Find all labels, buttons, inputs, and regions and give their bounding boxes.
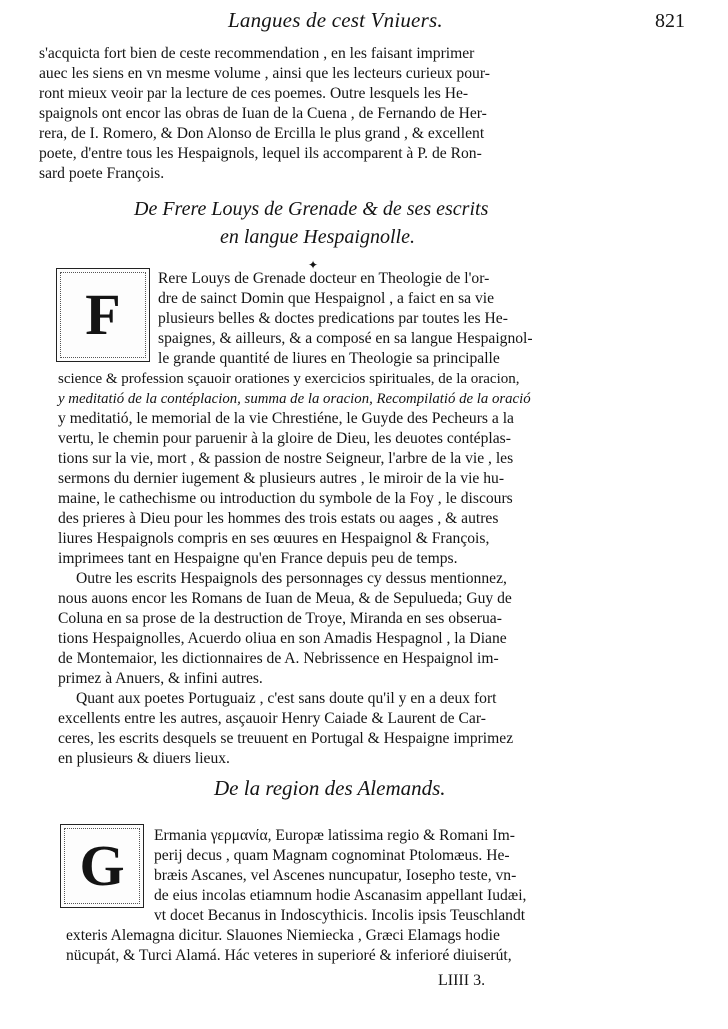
page-number: 821: [655, 10, 685, 32]
text-line: Outre les escrits Hespaignols des personnages cy dessus mentionnez,: [76, 570, 507, 587]
running-title: Langues de cest Vniuers.: [228, 8, 443, 32]
text-line: vt docet Becanus in Indoscythicis. Incolis ipsis Teuschlandt: [154, 907, 526, 924]
text-line: excellents entre les autres, asçauoir Henry Caiade & Laurent de Car-: [58, 710, 486, 727]
decorated-initial-g: G: [60, 824, 144, 908]
text-line: dre de sainct Domin que Hespaignol , a faict en sa vie: [158, 290, 495, 307]
ornament-icon: ✦: [308, 258, 319, 272]
text-line: primez à Anuers, & infini autres.: [58, 670, 263, 687]
text-line: imprimees tant en Hespaigne qu'en France depuis peu de temps.: [58, 550, 458, 567]
text-line: ront mieux veoir par la lecture de ces poemes. Outre lesquels les He-: [39, 85, 469, 102]
text-line: sermons du dernier iugement & plusieurs autres , le miroir de la vie hu-: [58, 470, 505, 487]
decorated-initial-f: F: [56, 268, 150, 362]
text-line: en plusieurs & diuers lieux.: [58, 750, 230, 767]
text-line: spaignes, & ailleurs, & a composé en sa langue Hespaignol-: [158, 330, 533, 347]
text-line: Rere Louys de Grenade docteur en Theologie de l'or-: [158, 270, 490, 287]
text-line: exteris Alemagna dicitur. Slauones Niemiecka , Græci Elamags hodie: [66, 927, 500, 944]
text-line: Quant aux poetes Portuguaiz , c'est sans doute qu'il y en a deux fort: [76, 690, 497, 707]
text-line: ceres, les escrits desquels se treuuent en Portugal & Hespaigne imprimez: [58, 730, 514, 747]
text-line: nücupát, & Turci Alamá. Hác veteres in superioré & inferioré diuiserút,: [66, 947, 512, 964]
text-line: de eius incolas etiamnum hodie Ascanasim appellant Iudæi,: [154, 887, 527, 904]
text-line: Ermania γερμανία, Europæ latissima regio & Romani Im-: [154, 827, 515, 844]
text-line: plusieurs belles & doctes predications par toutes les He-: [158, 310, 508, 327]
text-line: nous auons encor les Romans de Iuan de Meua, & de Sepulueda; Guy de: [58, 590, 512, 607]
section-heading-alemands: De la region des Alemands.: [214, 776, 446, 800]
text-line: y meditatió de la contéplacion, summa de la oracion, Recompilatió de la oració: [58, 391, 531, 407]
text-line: vertu, le chemin pour paruenir à la gloire de Dieu, les deuotes contéplas-: [58, 430, 511, 447]
text-line: auec les siens en vn mesme volume , ainsi que les lecteurs curieux pour-: [39, 65, 490, 82]
text-line: tions sur la vie, mort , & passion de nostre Seigneur, l'arbre de la vie , les: [58, 450, 514, 467]
text-line: spaignols ont encor las obras de Iuan de la Cuena , de Fernando de Her-: [39, 105, 487, 122]
section-heading-grenade: De Frere Louys de Grenade & de ses escrits: [134, 198, 489, 220]
text-line: rera, de I. Romero, & Don Alonso de Ercilla le plus grand , & excellent: [39, 125, 485, 142]
text-line: s'acquicta fort bien de ceste recommendation , en les faisant imprimer: [39, 45, 475, 62]
text-line: bræis Ascanes, vel Ascenes nuncupatur, Iosepho teste, vn-: [154, 867, 517, 884]
text-line: le grande quantité de liures en Theologie sa principalle: [158, 350, 500, 367]
text-line: Coluna en sa prose de la destruction de Troye, Miranda en ses obserua-: [58, 610, 502, 627]
text-line: poete, d'entre tous les Hespaignols, lequel ils accomparent à P. de Ron-: [39, 145, 482, 162]
text-line: de Montemaior, les dictionnaires de A. Nebrissence en Hespaignol im-: [58, 650, 499, 667]
signature-mark: LIIII 3.: [438, 972, 486, 989]
text-line: perij decus , quam Magnam cognominat Ptolomæus. He-: [154, 847, 510, 864]
text-line: y meditatió, le memorial de la vie Chrestiéne, le Guyde des Pecheurs a la: [58, 410, 514, 427]
text-line: liures Hespaignols compris en ses œuures en Hespaignol & François,: [58, 530, 490, 547]
text-line: science & profession sçauoir orationes y exercicios spirituales, de la oracion,: [58, 371, 520, 387]
text-line: des prieres à Dieu pour les hommes des trois estats ou aages , & autres: [58, 510, 499, 527]
text-line: tions Hespaignolles, Acuerdo oliua en son Amadis Hespagnol , la Diane: [58, 630, 507, 647]
text-line: maine, le cathechisme ou introduction du symbole de la Foy , le discours: [58, 490, 513, 507]
section-heading-grenade-2: en langue Hespaignolle.: [220, 226, 415, 248]
text-line: sard poete François.: [39, 165, 165, 182]
